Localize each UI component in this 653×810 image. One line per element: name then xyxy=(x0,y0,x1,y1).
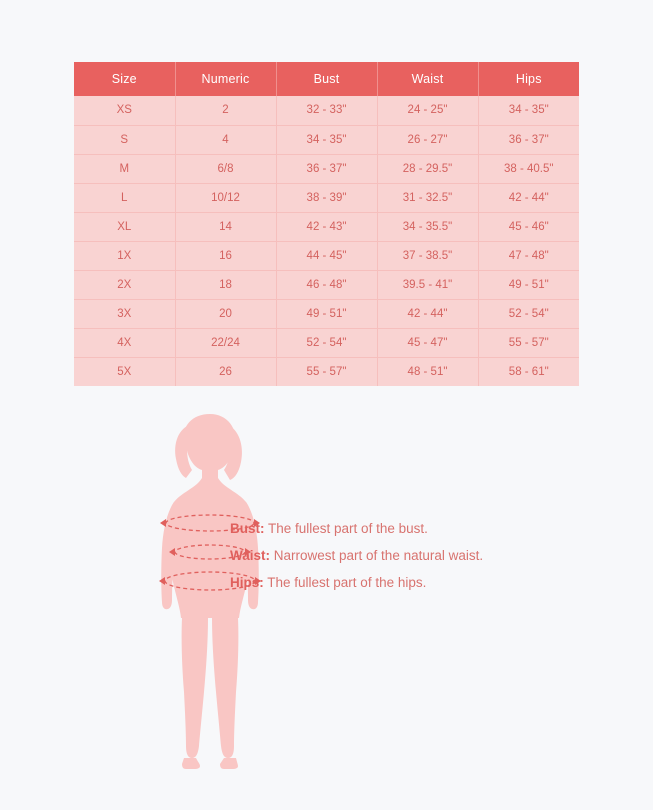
cell-numeric: 2 xyxy=(175,96,276,125)
cell-size: XS xyxy=(74,96,175,125)
cell-size: 4X xyxy=(74,328,175,357)
legend-item-hips xyxy=(230,569,630,596)
cell-bust: 46 - 48" xyxy=(276,270,377,299)
column-header-numeric: Numeric xyxy=(175,62,276,96)
cell-bust: 52 - 54" xyxy=(276,328,377,357)
table-row xyxy=(74,241,579,270)
cell-numeric: 16 xyxy=(175,241,276,270)
cell-bust: 36 - 37" xyxy=(276,154,377,183)
column-header-bust: Bust xyxy=(276,62,377,96)
cell-hips: 47 - 48" xyxy=(478,241,579,270)
cell-hips: 52 - 54" xyxy=(478,299,579,328)
cell-waist: 48 - 51" xyxy=(377,357,478,386)
bust-arrow-left xyxy=(160,519,166,527)
cell-waist: 26 - 27" xyxy=(377,125,478,154)
table-row xyxy=(74,96,579,125)
cell-bust: 32 - 33" xyxy=(276,96,377,125)
table-row xyxy=(74,183,579,212)
legend-item-waist xyxy=(230,542,630,569)
table-row xyxy=(74,212,579,241)
cell-waist: 34 - 35.5" xyxy=(377,212,478,241)
cell-size: XL xyxy=(74,212,175,241)
cell-numeric: 26 xyxy=(175,357,276,386)
cell-hips: 49 - 51" xyxy=(478,270,579,299)
cell-numeric: 22/24 xyxy=(175,328,276,357)
cell-numeric: 14 xyxy=(175,212,276,241)
cell-numeric: 4 xyxy=(175,125,276,154)
table-row xyxy=(74,154,579,183)
cell-size: 2X xyxy=(74,270,175,299)
legend-term-bust: Bust: xyxy=(230,521,265,536)
cell-bust: 42 - 43" xyxy=(276,212,377,241)
cell-numeric: 18 xyxy=(175,270,276,299)
cell-hips: 58 - 61" xyxy=(478,357,579,386)
cell-size: S xyxy=(74,125,175,154)
cell-size: 3X xyxy=(74,299,175,328)
legend-description-waist: Narrowest part of the natural waist. xyxy=(273,548,484,563)
cell-bust: 34 - 35" xyxy=(276,125,377,154)
cell-hips: 38 - 40.5" xyxy=(478,154,579,183)
cell-hips: 34 - 35" xyxy=(478,96,579,125)
cell-bust: 44 - 45" xyxy=(276,241,377,270)
legend-term-hips: Hips: xyxy=(230,575,264,590)
size-chart-header xyxy=(74,62,579,96)
cell-size: L xyxy=(74,183,175,212)
cell-size: M xyxy=(74,154,175,183)
cell-hips: 55 - 57" xyxy=(478,328,579,357)
cell-waist: 31 - 32.5" xyxy=(377,183,478,212)
legend-description-bust: The fullest part of the bust. xyxy=(268,521,428,536)
column-header-size: Size xyxy=(74,62,175,96)
cell-numeric: 6/8 xyxy=(175,154,276,183)
table-header-row xyxy=(74,62,579,96)
cell-numeric: 20 xyxy=(175,299,276,328)
size-chart-table xyxy=(74,62,579,386)
cell-size: 1X xyxy=(74,241,175,270)
measurement-legend xyxy=(230,515,630,596)
legend-term-waist: Waist: xyxy=(230,548,270,563)
cell-bust: 38 - 39" xyxy=(276,183,377,212)
table-row xyxy=(74,328,579,357)
cell-bust: 55 - 57" xyxy=(276,357,377,386)
cell-waist: 37 - 38.5" xyxy=(377,241,478,270)
size-chart-container xyxy=(74,62,579,386)
cell-hips: 45 - 46" xyxy=(478,212,579,241)
column-header-waist: Waist xyxy=(377,62,478,96)
column-header-hips: Hips xyxy=(478,62,579,96)
cell-hips: 36 - 37" xyxy=(478,125,579,154)
table-row xyxy=(74,299,579,328)
table-row xyxy=(74,357,579,386)
size-chart-body xyxy=(74,96,579,386)
cell-waist: 39.5 - 41" xyxy=(377,270,478,299)
cell-waist: 24 - 25" xyxy=(377,96,478,125)
cell-numeric: 10/12 xyxy=(175,183,276,212)
legend-description-hips: The fullest part of the hips. xyxy=(267,575,427,590)
cell-hips: 42 - 44" xyxy=(478,183,579,212)
table-row xyxy=(74,125,579,154)
cell-waist: 45 - 47" xyxy=(377,328,478,357)
table-row xyxy=(74,270,579,299)
legend-item-bust xyxy=(230,515,630,542)
cell-waist: 42 - 44" xyxy=(377,299,478,328)
cell-size: 5X xyxy=(74,357,175,386)
cell-bust: 49 - 51" xyxy=(276,299,377,328)
measurement-guide-section xyxy=(0,412,653,810)
cell-waist: 28 - 29.5" xyxy=(377,154,478,183)
